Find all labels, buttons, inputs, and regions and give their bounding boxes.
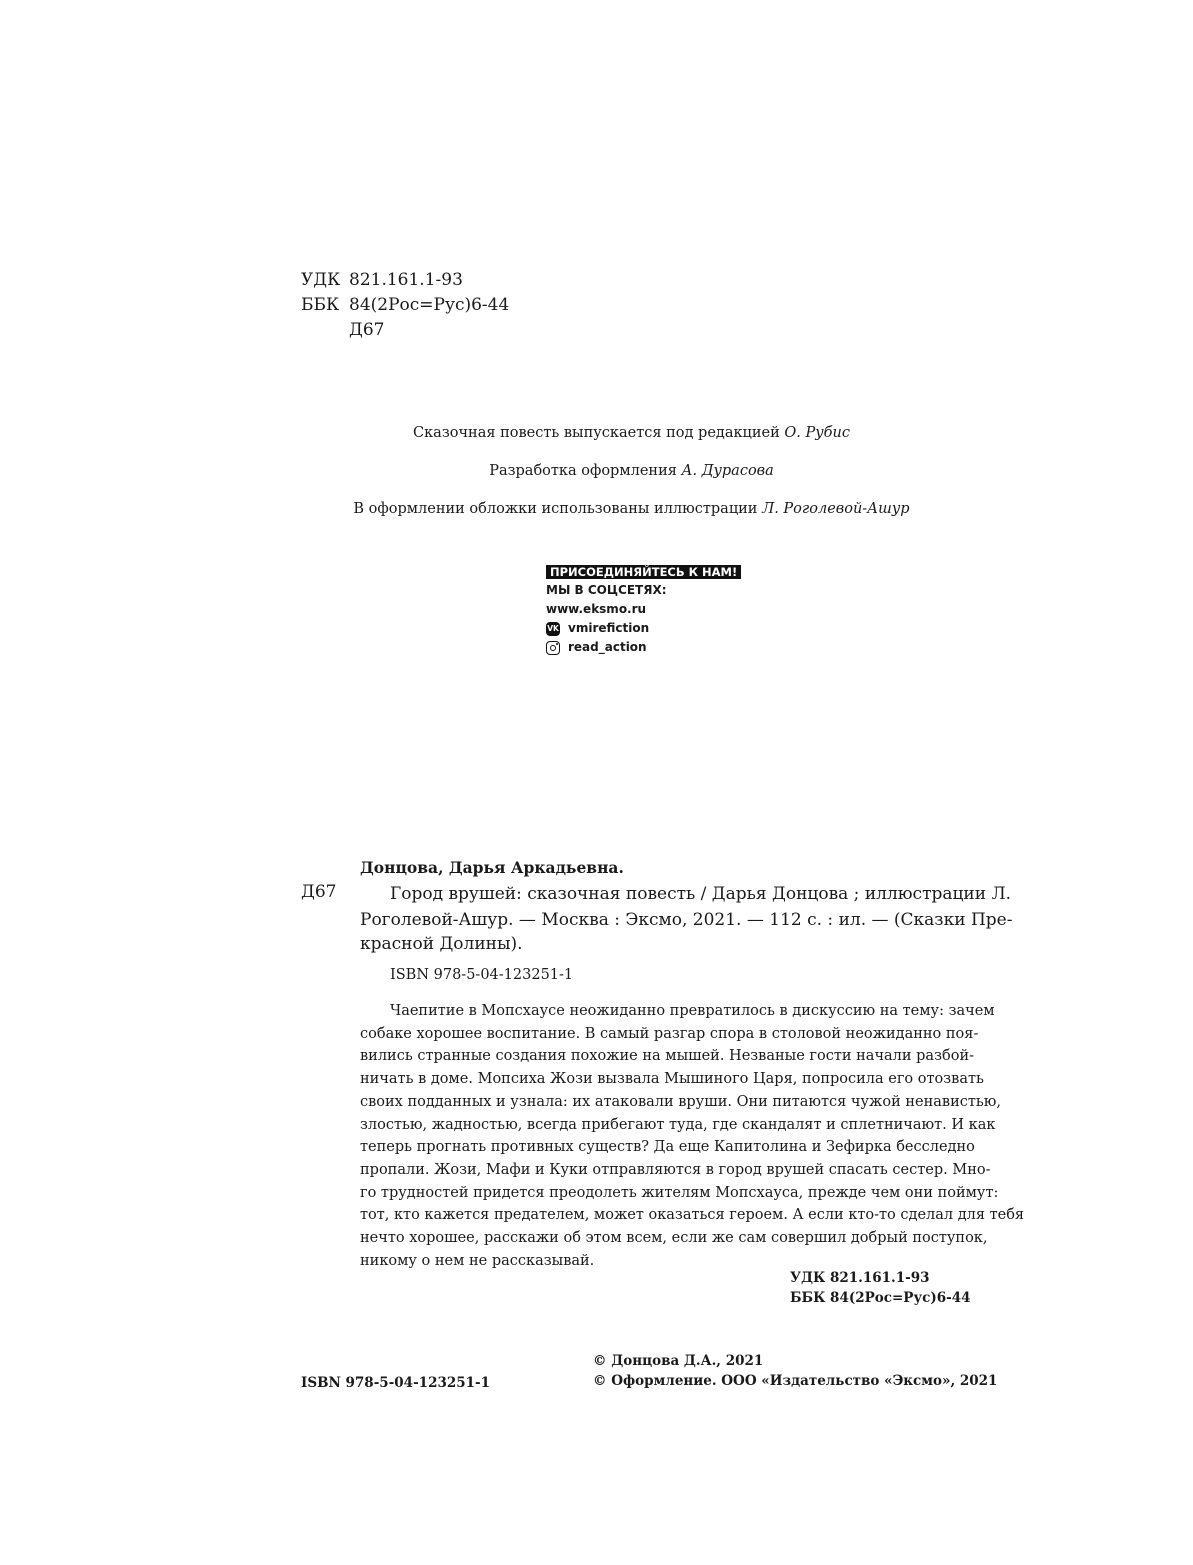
annotation-line: тот, кто кажется предателем, может оказаться героем. А если кто-то сделал для тебя [360,1207,1025,1224]
author-sign-row [301,318,509,343]
cover-credit [0,501,1193,517]
annotation-line: Чаепитие в Мопсхаусе неожиданно превратилось в дискуссию на тему: зачем [390,1003,995,1019]
card-author: Донцова, Дарья Аркадьевна. [360,858,624,877]
card-line-1: Город врушей: сказочная повесть / Дарья Донцова ; иллюстрации Л. [390,884,1012,904]
bbk-value: 84(2Рос=Рус)6-44 [349,295,510,315]
editor-name: О. Рубис [784,425,850,441]
illustrator-name: Л. Роголевой-Ашур [762,501,910,517]
annotation [360,1000,1024,1272]
vk-handle: vmirefiction [568,621,650,635]
card-classification [790,1268,971,1308]
udk-value: 821.161.1-93 [349,270,463,290]
card-udk: УДК 821.161.1-93 [790,1270,930,1286]
bbk-label: ББК [301,295,340,315]
footer-isbn: ISBN 978-5-04-123251-1 [301,1375,491,1391]
bbk-row [301,293,509,318]
design-credit-text: Разработка оформления [489,463,682,479]
instagram-icon [546,641,560,655]
social-networks-label: МЫ В СОЦСЕТЯХ: [546,583,667,597]
editor-credit [0,425,1193,441]
card-bbk: ББК 84(2Рос=Рус)6-44 [790,1290,971,1306]
vk-icon: VK [546,622,560,636]
annotation-line: собаке хорошее воспитание. В самый разгар спора в столовой неожиданно поя- [360,1025,979,1042]
annotation-line: пропали. Жози, Мафи и Куки отправляются в город врушей спасать сестер. Мно- [360,1161,991,1178]
annotation-line: никому о нем не рассказывай. [360,1252,595,1269]
copyright-design: © Оформление. ООО «Издательство «Эксмо», 2021 [593,1373,998,1389]
copyright-author: © Донцова Д.А., 2021 [593,1353,764,1369]
social-block [546,562,741,657]
editor-credit-text: Сказочная повесть выпускается под редакцией [413,425,785,441]
card-isbn: ISBN 978-5-04-123251-1 [390,967,574,983]
website-link[interactable]: www.eksmo.ru [546,602,647,616]
annotation-line: нечто хорошее, расскажи об этом всем, если же сам совершил добрый поступок, [360,1230,988,1247]
annotation-line: вились странные создания похожие на мышей. Незваные гости начали разбой- [360,1048,975,1065]
footer-copyrights [593,1351,997,1391]
designer-name: А. Дурасова [681,463,774,479]
instagram-handle: read_action [568,640,647,654]
annotation-line: го трудностей придется преодолеть жителям Мопсхауса, прежде чем они поймут: [360,1184,999,1201]
udk-row [301,268,509,293]
card-code: Д67 [301,882,337,902]
join-us-banner: ПРИСОЕДИНЯЙТЕСЬ К НАМ! [546,565,741,579]
card-line-3: красной Долины). [360,934,523,954]
udk-label: УДК [301,270,341,290]
author-sign: Д67 [349,320,385,340]
design-credit [0,463,1193,479]
annotation-line: злостью, жадностью, всегда прибегают туда, где скандалят и сплетничают. И как [360,1116,996,1133]
card-line-2: Роголевой-Ашур. — Москва : Эксмо, 2021. — 112 с. : ил. — (Сказки Пре- [360,910,1013,930]
annotation-line: ничать в доме. Мопсиха Жози вызвала Мышиного Царя, попросила его отозвать [360,1071,984,1088]
cover-credit-text: В оформлении обложки использованы иллюстрации [353,501,763,517]
classification-block [301,268,509,343]
annotation-line: теперь прогнать противных существ? Да еще Капитолина и Зефирка бесследно [360,1139,975,1156]
instagram-link[interactable] [546,638,741,657]
annotation-line: своих подданных и узнала: их атаковали вруши. Они питаются чужой ненавистью, [360,1093,1002,1110]
vk-link[interactable] [546,619,741,638]
